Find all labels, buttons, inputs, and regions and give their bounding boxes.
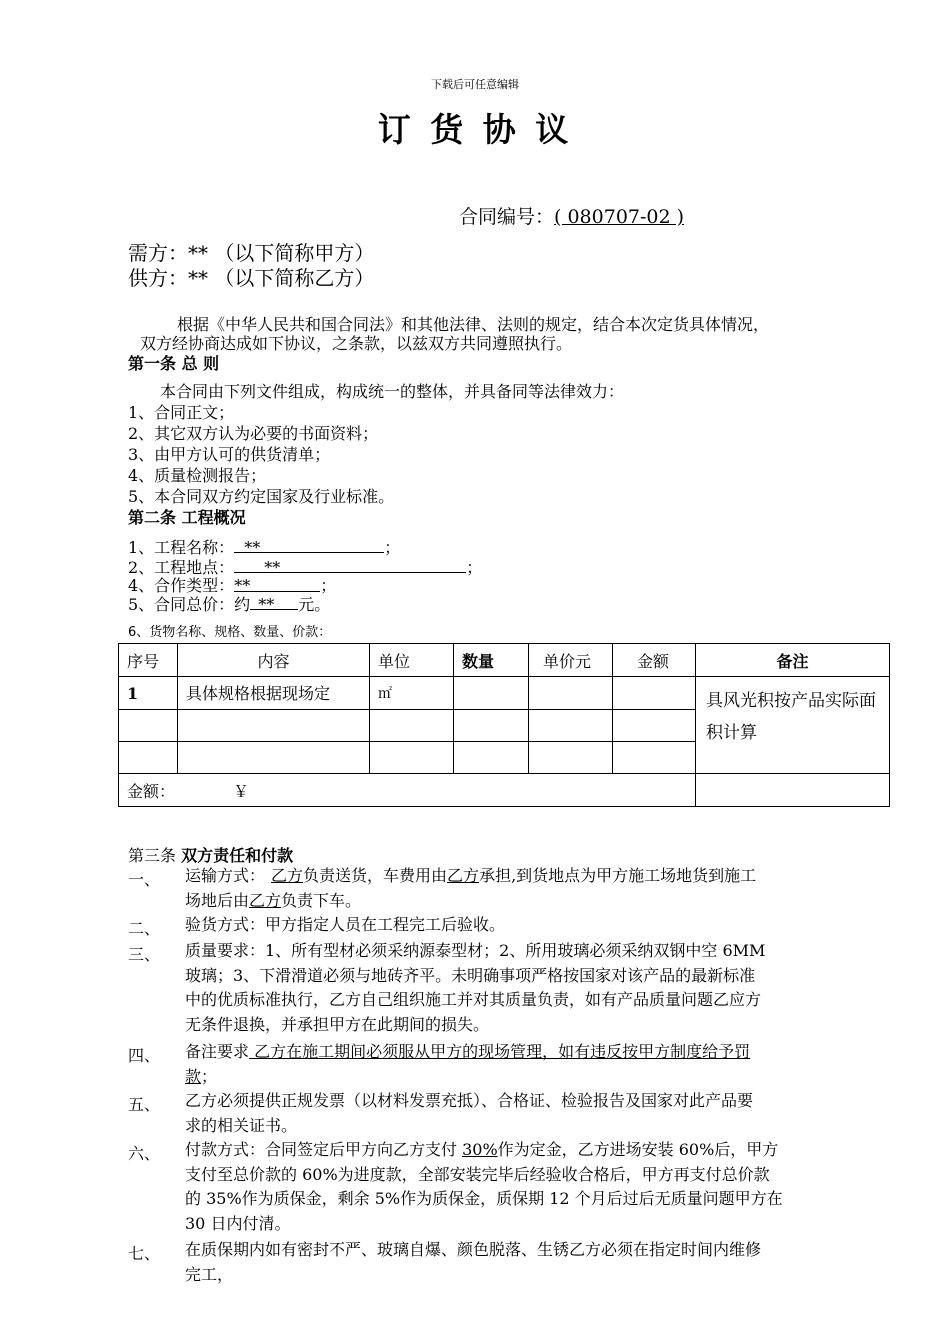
clause-number: 七、 — [128, 1244, 161, 1263]
document-title: 订 货 协 议 — [377, 110, 573, 149]
clause-remarks — [185, 1040, 885, 1089]
clause-text: 的 35%作为质保金，剩余 5%作为质保金，质保期 12 个月后过后无质量问题甲方在 — [185, 1189, 783, 1208]
clause-text: 乙方必须提供正规发票（以材料发票充抵）、合格证、检验报告及国家对此产品要 — [185, 1091, 754, 1110]
clause-warranty — [185, 1238, 885, 1287]
project-site-label: 2、工程地点： — [128, 558, 235, 577]
clause-underlined: 乙方在施工期间必须服从甲方的现场管理，如有违反按甲方制度给予罚 — [249, 1042, 751, 1061]
article-3-title: 双方责任和付款 — [181, 846, 294, 865]
clause-text: 备注要求 — [185, 1042, 250, 1061]
header-amount: 金额 — [613, 644, 696, 677]
clause-text: 完工， — [185, 1264, 234, 1284]
header-unit-price: 单价元 — [529, 644, 613, 677]
header-unit: 单位 — [370, 644, 454, 677]
header-remark: 备注 — [696, 644, 890, 677]
yuan-symbol: ￥ — [233, 781, 250, 801]
clause-text: 负责送货，车费用由 — [303, 866, 448, 885]
clause-text: 中的优质标准执行，乙方自己组织施工并对其质量负责，如有产品质量问题乙应方 — [185, 990, 762, 1009]
row-content: 具体规格根据现场定 — [178, 677, 370, 710]
seller-line: 供方：** （以下简称乙方） — [128, 266, 375, 290]
clause-number: 四、 — [128, 1046, 161, 1065]
article-1-item: 4、质量检测报告； — [128, 466, 267, 485]
clause-text: 无条件退换，并承担甲方在此期间的损失。 — [185, 1014, 490, 1034]
header-note: 下载后可任意编辑 — [431, 78, 519, 91]
total-label: 金额： — [127, 781, 176, 801]
row-amount — [613, 677, 696, 710]
intro-line-2: 双方经协商达成如下协议，之条款，以兹双方共同遵照执行。 — [140, 334, 573, 353]
clause-text: 支付至总价款的 60%为进度款，全部安装完毕后经验收合格后，甲方再支付总价款 — [185, 1164, 770, 1184]
semicolon: ； — [320, 576, 337, 595]
article-1-item: 5、本合同双方约定国家及行业标准。 — [128, 487, 395, 506]
row-no: 1 — [119, 677, 178, 710]
project-name-value: ** — [234, 538, 384, 553]
article-1-lead: 本合同由下列文件组成，构成统一的整体，并具备同等法律效力： — [160, 382, 625, 401]
article-1-heading: 第一条 总 则 — [128, 354, 220, 373]
intro-line-1: 根据《中华人民共和国合同法》和其他法律、法则的规定，结合本次定货具体情况， — [177, 315, 770, 334]
clause-text: 场地后由 — [185, 890, 250, 910]
clause-transport — [185, 864, 885, 913]
contract-number-label: 合同编号： — [459, 206, 555, 228]
clause-underlined: 30% — [462, 1140, 498, 1159]
clause-number: 二、 — [128, 919, 161, 938]
semicolon: ； — [466, 558, 483, 577]
clause-number: 一、 — [128, 870, 161, 889]
header-no: 序号 — [119, 644, 178, 677]
article-1-item: 2、其它双方认为必要的书面资料； — [128, 424, 379, 443]
clause-payment — [185, 1138, 885, 1236]
clause-text: 在质保期内如有密封不严、玻璃自爆、颜色脱落、生锈乙方必须在指定时间内维修 — [185, 1240, 762, 1259]
table-header-row — [119, 644, 890, 677]
total-remark-cell — [696, 774, 890, 807]
coop-type-label: 4、合作类型： — [128, 576, 235, 595]
contract-number — [459, 202, 684, 229]
total-amount-cell — [119, 774, 696, 807]
clause-underlined: 乙方 — [447, 866, 480, 885]
buyer-line: 需方：** （以下简称甲方） — [128, 241, 375, 265]
clause-number: 三、 — [128, 945, 161, 964]
clause-text: 玻璃；3、下滑滑道必须与地砖齐平。未明确事项严格按国家对该产品的最新标准 — [185, 965, 756, 985]
total-price-line — [128, 592, 330, 615]
clause-text: 30 日内付清。 — [185, 1213, 291, 1233]
total-price-value: ** — [250, 595, 298, 610]
article-1-item: 1、合同正文； — [128, 403, 235, 422]
article-3-heading — [128, 843, 293, 866]
row-unit-price — [529, 677, 613, 710]
clause-number: 五、 — [128, 1095, 161, 1114]
row-remark: 具风光积按产品实际面积计算 — [696, 677, 890, 774]
goods-label: 6、货物名称、规格、数量、价款： — [128, 625, 332, 640]
article-1-item: 3、由甲方认可的供货清单； — [128, 445, 331, 464]
clause-text: 运输方式： — [185, 866, 266, 885]
project-name-label: 1、工程名称： — [128, 538, 235, 557]
clause-text: 作为定金，乙方进场安装 60%后，甲方 — [497, 1140, 779, 1159]
clause-invoice — [185, 1089, 885, 1138]
total-price-unit: 元。 — [298, 595, 331, 614]
clause-underlined: 款 — [185, 1066, 202, 1086]
clause-text: 质量要求：1、所有型材必须采纳源泰型材；2、所用玻璃必须采纳双钢中空 6MM — [185, 941, 766, 960]
clause-underlined: 乙方 — [271, 866, 304, 885]
header-quantity: 数量 — [454, 644, 529, 677]
clause-quality — [185, 939, 885, 1037]
clause-underlined: 乙方 — [249, 890, 282, 910]
semicolon: ； — [384, 538, 401, 557]
coop-type-value: ** — [234, 576, 320, 592]
article-3-prefix: 第三条 — [128, 846, 182, 865]
clause-text: 承担,到货地点为甲方施工场地货到施工 — [479, 866, 757, 885]
clause-text: 负责下车。 — [281, 890, 362, 910]
header-content: 内容 — [178, 644, 370, 677]
total-price-label: 5、合同总价：约 — [128, 595, 251, 614]
clause-inspection: 验货方式：甲方指定人员在工程完工后验收。 — [185, 915, 506, 934]
contract-number-value: ( 080707-02 ) — [554, 206, 685, 228]
clause-number: 六、 — [128, 1144, 161, 1163]
clause-text: 付款方式：合同签定后甲方向乙方支付 — [185, 1140, 463, 1159]
table-row — [119, 677, 890, 710]
clause-text: 求的相关证书。 — [185, 1115, 298, 1135]
row-quantity — [454, 677, 529, 710]
clause-text: ； — [201, 1066, 218, 1086]
table-total-row — [119, 774, 890, 807]
article-2-heading: 第二条 工程概况 — [128, 508, 246, 527]
row-unit: ㎡ — [370, 677, 454, 710]
goods-table — [118, 643, 890, 807]
project-site-value: ** — [234, 558, 466, 573]
